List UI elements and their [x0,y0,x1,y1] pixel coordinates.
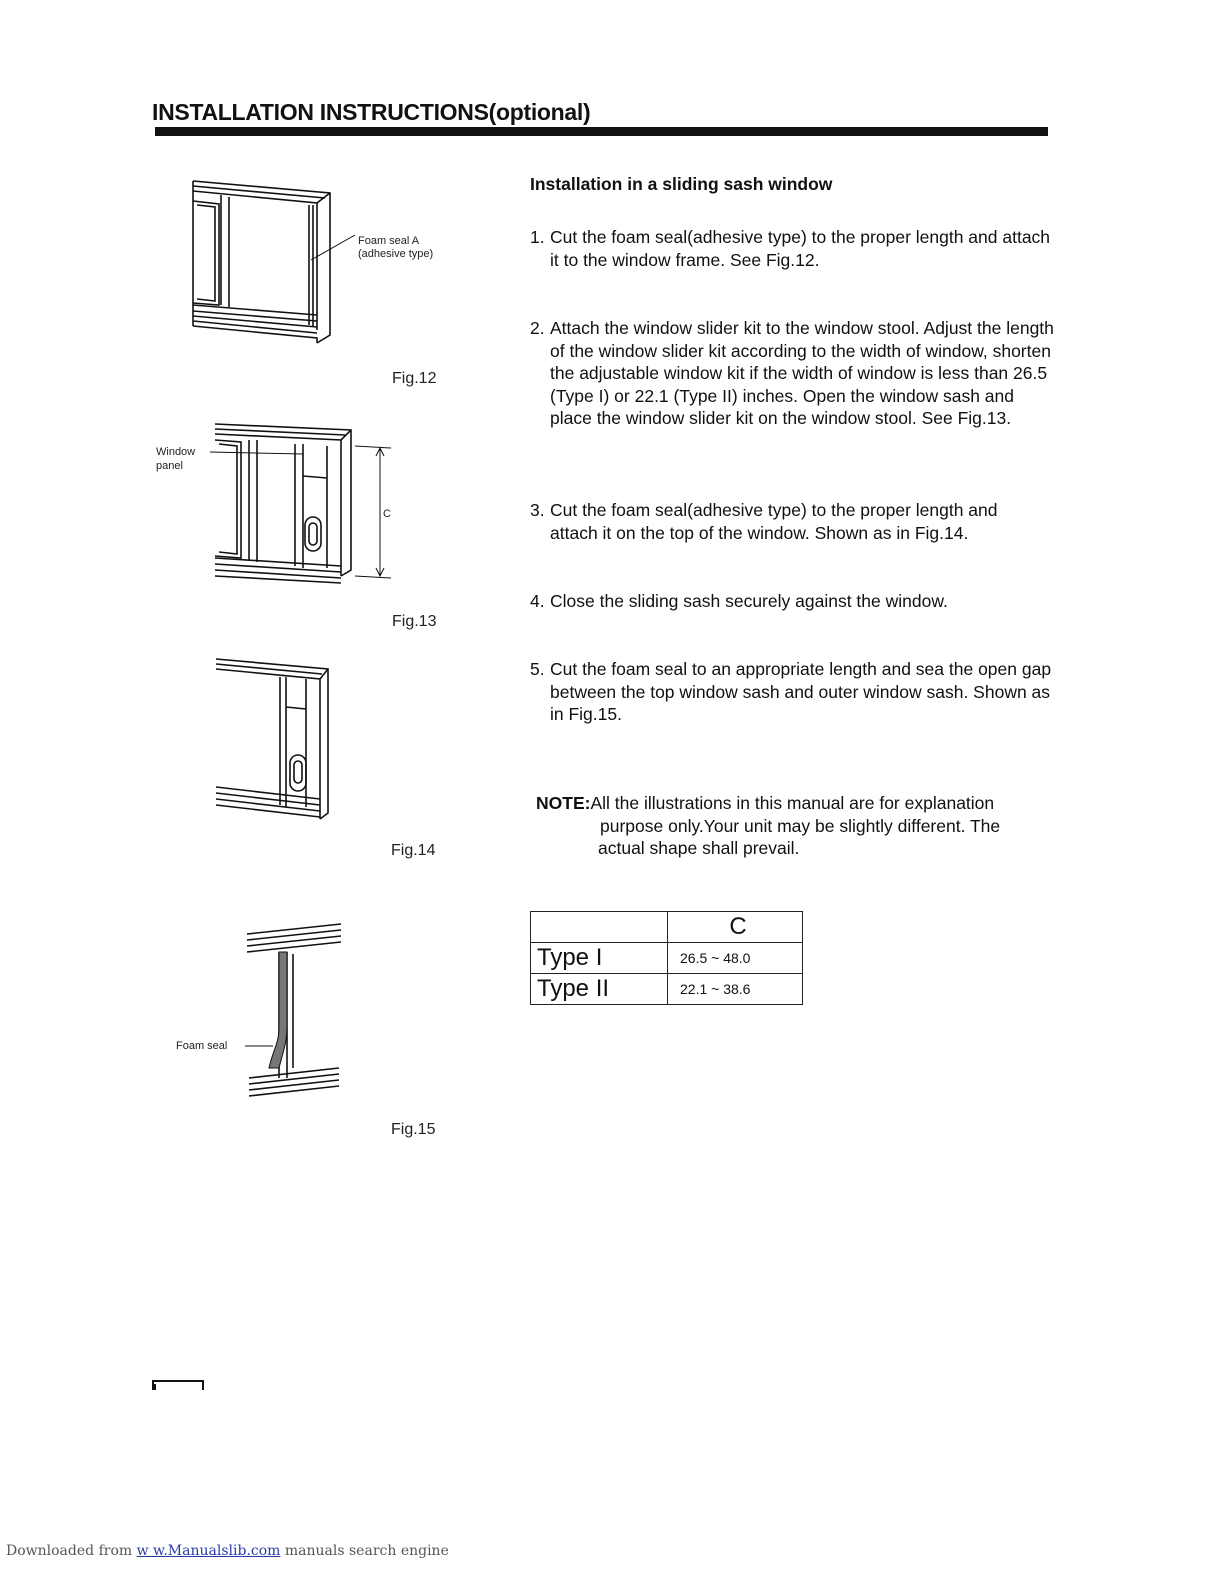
manualslib-link[interactable]: w w.Manualslib.com [136,1543,281,1559]
fig13-label-line1: Window [156,446,196,458]
fig14-top-seal-illustration [210,655,340,825]
page-number-mark [152,1380,204,1390]
title-underline-bar [155,127,1048,136]
dimension-table [530,911,803,1005]
fig13-caption: Fig.13 [392,613,437,630]
fig12-window-frame-illustration [185,175,345,345]
fig12-label-line2: (adhesive type) [358,248,434,260]
footer-suffix: manuals search engine [280,1543,449,1559]
fig15-caption: Fig.15 [391,1121,436,1138]
step-number: 1. [530,227,545,247]
step-number: 2. [530,318,545,338]
step-text: Cut the foam seal(adhesive type) to the proper length and attach it on the top of the window. Shown as in Fig.14. [550,500,998,543]
section-heading: Installation in a sliding sash window [530,174,833,194]
step-number: 5. [530,659,545,679]
table-value-cell: 22.1 ~ 38.6 [668,974,803,1005]
step-3 [530,499,1070,544]
step-text: Cut the foam seal(adhesive type) to the proper length and attach it to the window frame. See Fig.12. [550,227,1051,270]
note-label: NOTE: [536,793,591,813]
step-text: Attach the window slider kit to the window stool. Adjust the length of the window slider kit according to the width of window, shorten the adjustable window kit if the width of window is less than 26.5 (Type I) or 22.1 (Type II) inches. Open the window sash and place the window slider kit on the window stool. See Fig.13. [550,318,1054,429]
step-1 [530,226,1070,271]
table-header-empty [531,912,668,943]
table-header-c: C [668,912,803,943]
step-text: Close the sliding sash securely against the window. [550,591,948,611]
footer-prefix: Downloaded from [6,1543,137,1559]
step-2 [530,317,1070,430]
step-text: Cut the foam seal to an appropriate length and sea the open gap between the top window sash and outer window sash. Shown as in Fig.15. [550,659,1052,725]
download-footer [6,1543,449,1559]
fig12-label-line1: Foam seal A [358,235,420,247]
note-line2: purpose only.Your unit may be slightly different. The [600,815,1001,836]
note-line3: actual shape shall prevail. [598,838,800,859]
fig13-dimension-label: C [383,508,391,520]
note-line1: All the illustrations in this manual are for explanation [590,793,995,813]
table-row [531,974,803,1005]
table-value-cell: 26.5 ~ 48.0 [668,943,803,974]
fig14-caption: Fig.14 [391,842,436,859]
table-header-row [531,912,803,943]
note-block [536,792,1066,860]
step-number: 3. [530,500,545,520]
table-row [531,943,803,974]
step-5 [530,658,1070,726]
table-type-cell: Type II [531,974,668,1005]
page-title: INSTALLATION INSTRUCTIONS(optional) [152,99,591,125]
fig13-label-line2: panel [156,460,183,472]
fig15-foam-seal-illustration [175,918,355,1108]
fig12-caption: Fig.12 [392,370,437,387]
step-number: 4. [530,591,545,611]
step-4 [530,590,1070,613]
table-type-cell: Type I [531,943,668,974]
fig15-label: Foam seal [176,1040,228,1052]
